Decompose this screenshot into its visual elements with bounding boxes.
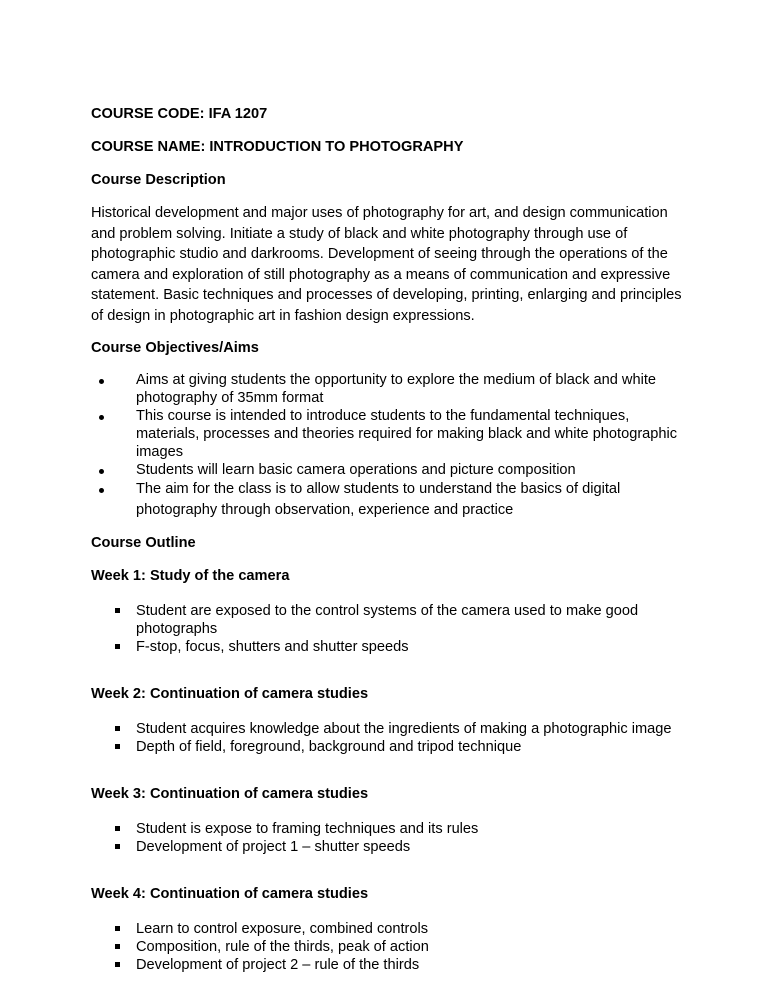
course-name: COURSE NAME: INTRODUCTION TO PHOTOGRAPHY	[91, 139, 464, 155]
objectives-list	[91, 371, 691, 521]
week-2-heading: Week 2: Continuation of camera studies	[91, 686, 369, 702]
list-item-text: Development of project 2 – rule of the thirds	[136, 957, 420, 973]
list-item-text: The aim for the class is to allow students to understand the basics of digital photography through observation, experience and practice	[136, 481, 621, 518]
list-item-text: Students will learn basic camera operations and picture composition	[136, 462, 576, 478]
bullet-square-icon	[115, 944, 120, 949]
bullet-square-icon	[115, 726, 120, 731]
bullet-square-icon	[115, 608, 120, 613]
bullet-dot-icon	[99, 415, 104, 420]
list-item	[91, 638, 691, 656]
list-item	[91, 820, 691, 838]
list-item	[91, 720, 691, 738]
list-item	[91, 920, 691, 938]
list-item	[91, 407, 691, 461]
bullet-dot-icon	[99, 469, 104, 474]
objectives-heading: Course Objectives/Aims	[91, 340, 259, 356]
week-3-heading: Week 3: Continuation of camera studies	[91, 786, 369, 802]
bullet-square-icon	[115, 744, 120, 749]
week-2-list	[91, 720, 691, 756]
week-3-list	[91, 820, 691, 856]
list-item-text: Student acquires knowledge about the ingredients of making a photographic image	[136, 721, 672, 737]
bullet-square-icon	[115, 826, 120, 831]
description-text: Historical development and major uses of photography for art, and design communication and problem solving. Initiate a study of black and white photography through use of photographic studio and darkrooms. Development of seeing through the operations of the camera and exploration of still photography as a means of communication and expressive statement. Basic techniques and processes of developing, printing, enlarging and principles of design in photographic art in fashion design expressions.	[91, 205, 682, 324]
list-item	[91, 602, 691, 638]
week-1-heading: Week 1: Study of the camera	[91, 568, 290, 584]
list-item-text: This course is intended to introduce students to the fundamental techniques, materials, processes and theories required for making black and white photographic images	[136, 408, 678, 460]
week-4-list	[91, 920, 691, 974]
list-item	[91, 956, 691, 974]
bullet-dot-icon	[99, 488, 104, 493]
list-item	[91, 838, 691, 856]
list-item	[91, 461, 691, 479]
bullet-square-icon	[115, 926, 120, 931]
list-item-text: Development of project 1 – shutter speeds	[136, 839, 411, 855]
list-item-text: Depth of field, foreground, background and tripod technique	[136, 739, 522, 755]
bullet-square-icon	[115, 644, 120, 649]
bullet-square-icon	[115, 962, 120, 967]
list-item	[91, 479, 691, 521]
week-1-list	[91, 602, 691, 656]
description-heading: Course Description	[91, 172, 226, 188]
document-body	[91, 104, 691, 1002]
list-item-text: Aims at giving students the opportunity to explore the medium of black and white photography of 35mm format	[136, 372, 656, 406]
list-item	[91, 371, 691, 407]
course-code: COURSE CODE: IFA 1207	[91, 106, 268, 122]
bullet-square-icon	[115, 844, 120, 849]
list-item-text: Composition, rule of the thirds, peak of action	[136, 939, 429, 955]
list-item-text: F-stop, focus, shutters and shutter speeds	[136, 639, 409, 655]
list-item-text: Learn to control exposure, combined controls	[136, 921, 429, 937]
outline-heading: Course Outline	[91, 535, 196, 551]
list-item	[91, 738, 691, 756]
list-item-text: Student are exposed to the control systems of the camera used to make good photographs	[136, 603, 639, 637]
list-item-text: Student is expose to framing techniques and its rules	[136, 821, 479, 837]
week-4-heading: Week 4: Continuation of camera studies	[91, 886, 369, 902]
list-item	[91, 938, 691, 956]
bullet-dot-icon	[99, 379, 104, 384]
